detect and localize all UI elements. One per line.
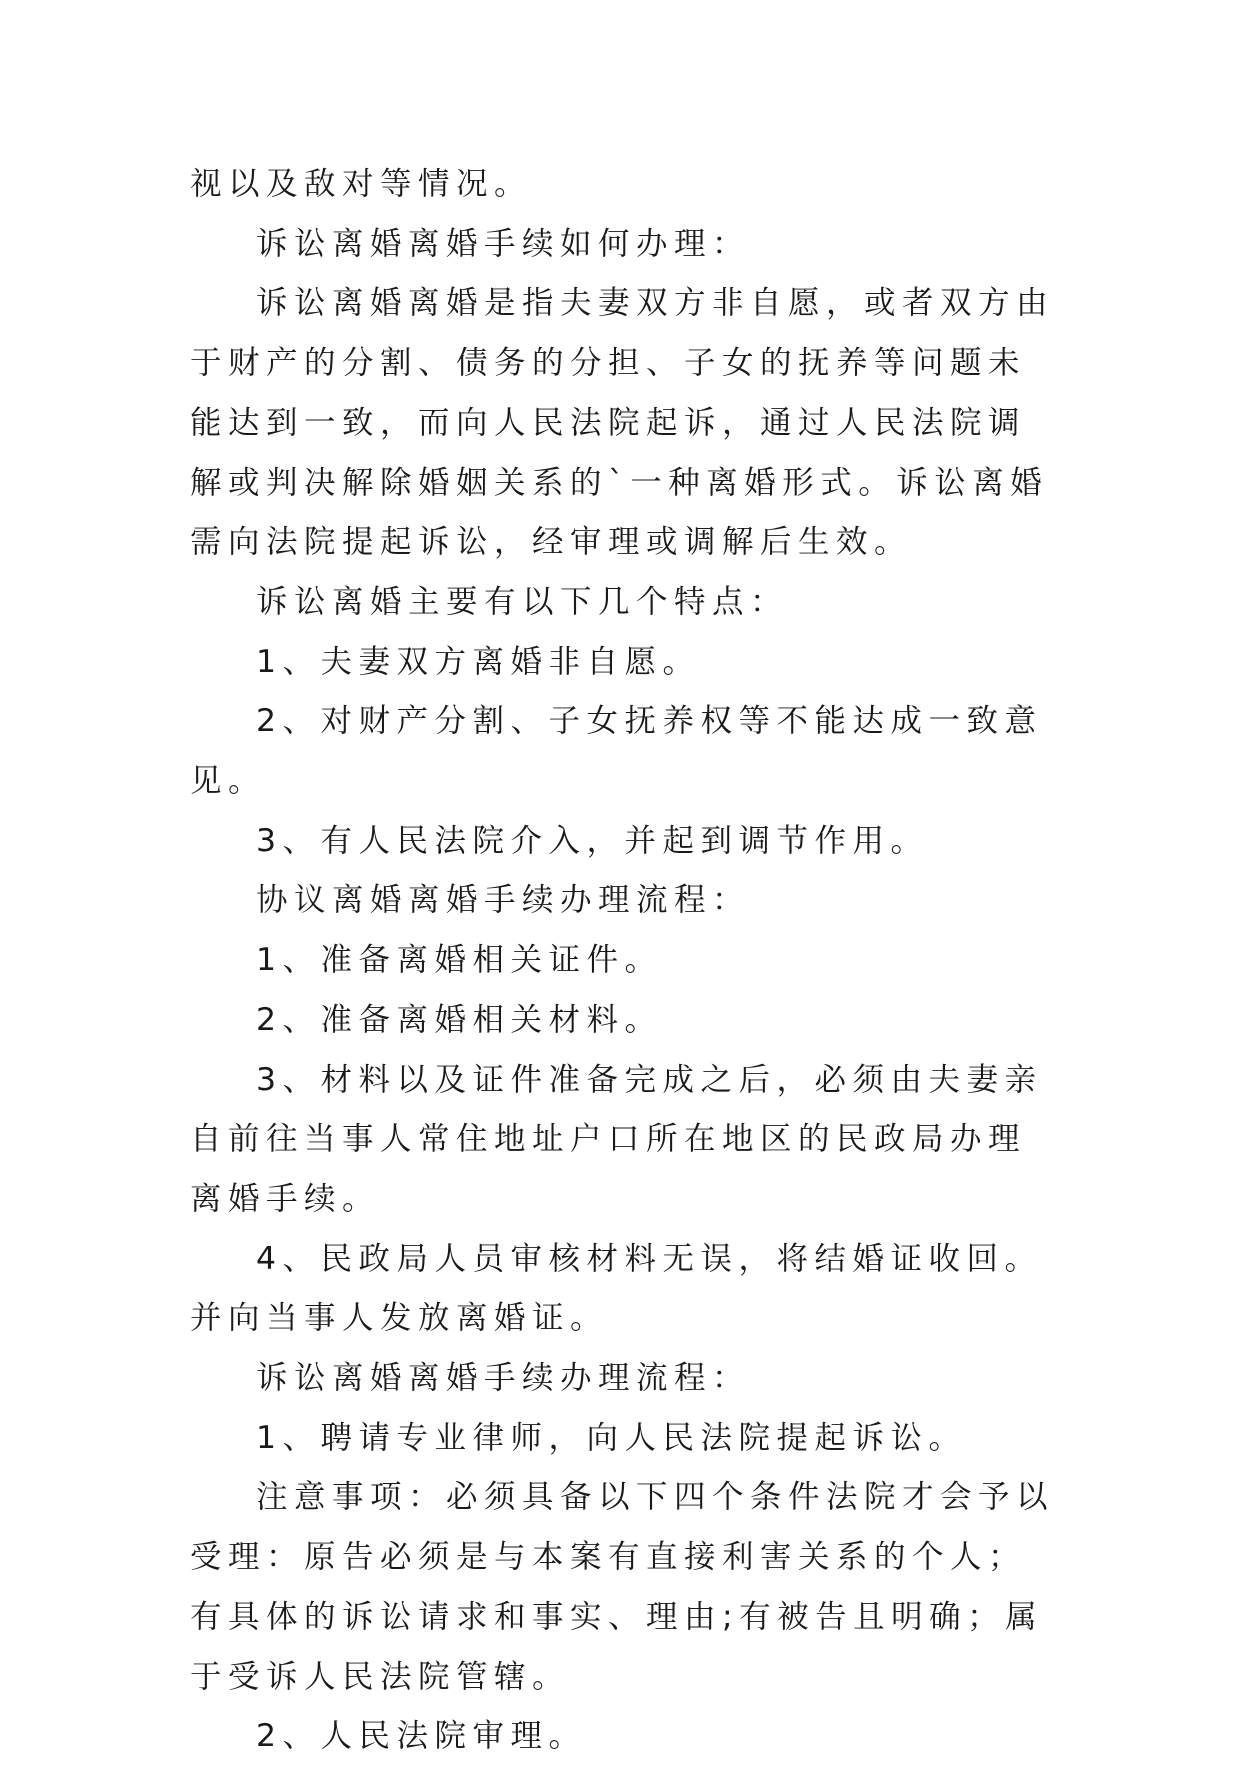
list-item: 2、对财产分割、子女抚养权等不能达成一致意见。 (190, 703, 1043, 800)
paragraph: 诉讼离婚离婚是指夫妻双方非自愿，或者双方由于财产的分割、债务的分担、子女的抚养等问题未能达到一致，而向人民法院起诉，通过人民法院调解或判决解除婚姻关系的`一种离婚形式。诉讼离婚需向法院提起诉讼，经审理或调解后生效。 (190, 285, 1055, 561)
list-item: 1、准备离婚相关证件。 (256, 942, 663, 979)
paragraph: 视以及敌对等情况。 (190, 166, 533, 202)
document-body (190, 155, 1060, 1767)
list-item: 1、夫妻双方离婚非自愿。 (256, 643, 701, 680)
section-heading: 诉讼离婚主要有以下几个特点： (256, 583, 789, 620)
list-item: 2、人民法院审理。 (256, 1718, 587, 1755)
list-item: 3、材料以及证件准备完成之后，必须由夫妻亲自前往当事人常住地址户口所在地区的民政局办理离婚手续。 (190, 1061, 1043, 1217)
list-item: 2、准备离婚相关材料。 (256, 1001, 663, 1038)
section-heading: 协议离婚离婚手续办理流程： (256, 882, 751, 919)
paragraph: 注意事项：必须具备以下四个条件法院才会予以受理：原告必须是与本案有直接利害关系的个人；有具体的诉讼请求和事实、理由;有被告且明确；属于受诉人民法院管辖。 (190, 1479, 1055, 1695)
list-item: 4、民政局人员审核材料无误，将结婚证收回。并向当事人发放离婚证。 (190, 1240, 1043, 1337)
list-item: 3、有人民法院介入，并起到调节作用。 (256, 822, 929, 859)
section-heading: 诉讼离婚离婚手续如何办理： (256, 225, 751, 262)
section-heading: 诉讼离婚离婚手续办理流程： (256, 1360, 751, 1397)
list-item: 1、聘请专业律师，向人民法院提起诉讼。 (256, 1419, 967, 1456)
